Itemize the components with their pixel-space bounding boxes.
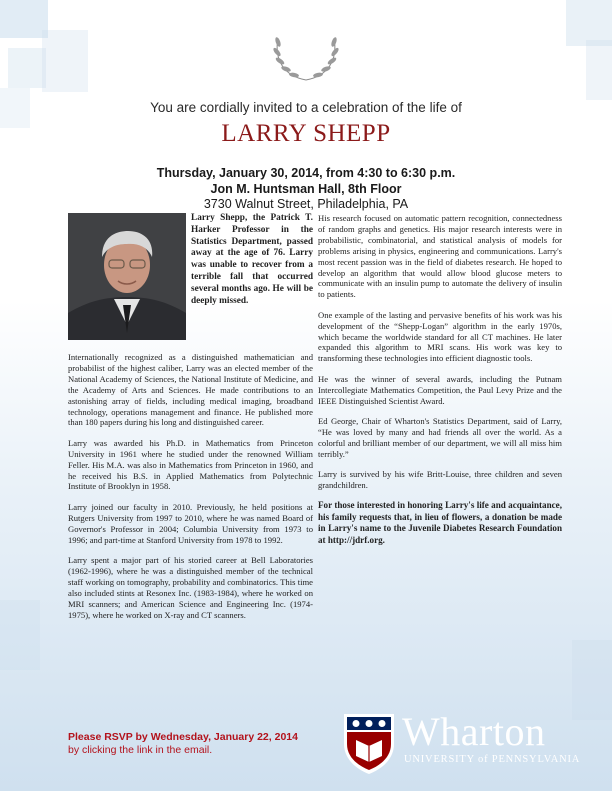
paragraph: One example of the lasting and pervasive benefits of his work was his development of the “Shepp-Logan” algorithm in the early 1970s, which became the worldwide standard for all CT machines. He later expanded this algorithm to MRI scans. His work was key to transforming these technologies into efficient diagnostic tools. [318,309,562,364]
decor-square [42,30,88,92]
event-details [0,166,612,213]
decor-square [0,600,40,670]
rsvp-instructions: by clicking the link in the email. [68,743,213,756]
event-venue: Jon M. Huntsman Hall, 8th Floor [210,181,402,196]
decor-square [0,0,48,38]
decor-square [8,48,46,88]
event-address: 3730 Walnut Street, Philadelphia, PA [203,197,409,211]
honoree-name: LARRY SHEPP [221,120,391,147]
paragraph: Internationally recognized as a distinguished mathematician and probabilist of the highest caliber, Larry was an elected member of the National Academy of Sciences, the National Institute of Medicine, and the Academy of Arts and Sciences. He made contributions to an astonishing array of fields, including medical imaging, broadband technology, operations management and finance. He published more than 180 papers during his long and distinguished career. [68,352,313,428]
decor-square [572,640,612,720]
logo-wordmark: Wharton [402,709,546,754]
rsvp-deadline: Please RSVP by Wednesday, January 22, 2014 [68,731,298,743]
paragraph: Larry spent a major part of his storied career at Bell Laboratories (1962-1996), where he was a distinguished member of the technical staff working on tomography, probability and combinatorics. This time also included stints at Resonex Inc. (1983-1984), where he worked on MRI scanners; and American Science and Engineering Inc. (1974-1975), where he worked on X-ray and CT scanners. [68,555,313,620]
intro-text: Larry Shepp, the Patrick T. Harker Professor in the Statistics Department, passed away at the age of 76. Larry was unable to recover from a terrible fall that occurred several months ago. He will be deeply missed. [191,213,313,306]
rsvp-notice [68,731,338,756]
paragraph: He was the winner of several awards, including the Putnam Intercollegiate Mathematics Competition, the Paul Levy Prize and the IEEE Distinguished Scientist Award. [318,373,562,406]
laurel-wreath-icon [266,30,346,82]
event-date-time: Thursday, January 30, 2014, from 4:30 to 6:30 p.m. [156,166,456,180]
paragraph: Ed George, Chair of Wharton's Statistics Department, said of Larry, “He was loved by many and had friends all over the world. As a colorful and brilliant member of our department, we will all miss him terribly.” [318,416,562,459]
closing-request: For those interested in honoring Larry's life and acquaintance, his family requests that, in lieu of flowers, a donation be made in Larry's name to the Juvenile Diabetes Research Foundation at http://jdrf.org. [318,500,562,545]
paragraph: Larry was awarded his Ph.D. in Mathematics from Princeton University in 1961 where he studied under the renowned William Feller. His M.A. was also in Mathematics from Princeton in 1960, and he received his B.S. in Applied Mathematics from Polytechnic Institute of Brooklyn in 1958. [68,437,313,492]
decor-square [586,40,612,100]
right-column [318,213,562,556]
paragraph: Larry is survived by his wife Britt-Louise, three children and seven grandchildren. [318,469,562,491]
paragraph: His research focused on automatic pattern recognition, connectedness of random graphs and genetics. His major research interests were in probabilistic, combinatorial, and statistical analysis of models for problems arising in physics, engineering and communications. Larry's most recent passion was in the field of diabetes research. He hoped to develop an algorithm that would allow blood glucose meters to communicate with an insulin pump to automate the delivery of insulin to patients. [318,213,562,300]
left-column [68,352,313,630]
invitation-line: You are cordially invited to a celebration of the life of [150,100,462,115]
logo-subtitle: UNIVERSITY of PENNSYLVANIA [404,754,581,765]
portrait-photo [68,213,186,340]
paragraph: Larry joined our faculty in 2010. Previously, he held positions at Rutgers University from 1997 to 2010, where he was named Board of Governor's Professor in 2004; Columbia University from 1973 to 1996; and part-time at Stanford University from 1978 to 1992. [68,501,313,545]
